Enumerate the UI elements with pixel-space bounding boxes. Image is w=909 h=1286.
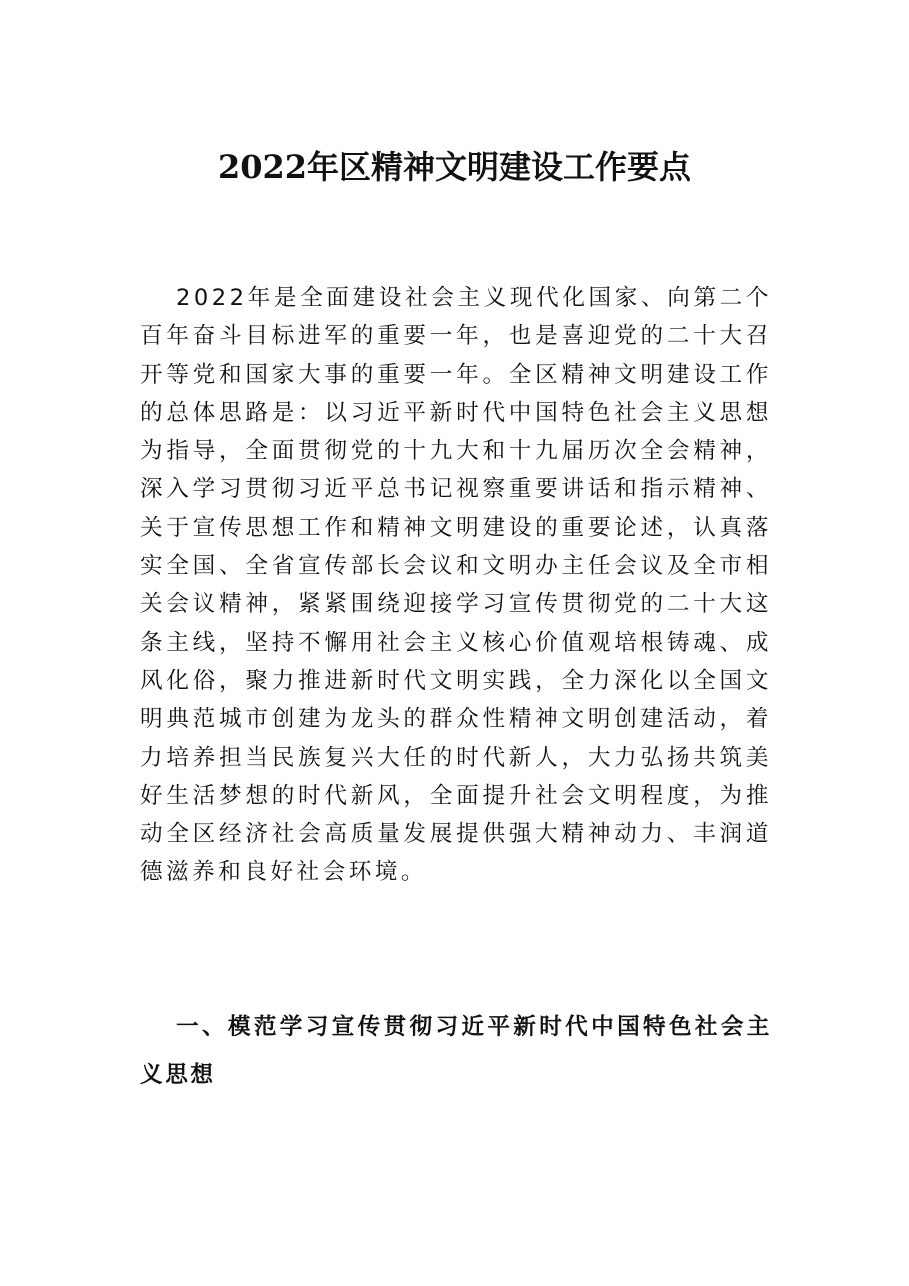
document-title: 2022年区精神文明建设工作要点 <box>217 148 692 186</box>
intro-paragraph: 2022年是全面建设社会主义现代化国家、向第二个百年奋斗目标进军的重要一年，也是喜迎党的二十大召开等党和国家大事的重要一年。全区精神文明建设工作的总体思路是：以习近平新时代中国特色社会主义思想为指导，全面贯彻党的十九大和十九届历次全会精神，深入学习贯彻习近平总书记视察重要讲话和指示精神、关于宣传思想工作和精神文明建设的重要论述，认真落实全国、全省宣传部长会议和文明办主任会议及全市相关会议精神，紧紧围绕迎接学习宣传贯彻党的二十大这条主线，坚持不懈用社会主义核心价值观培根铸魂、成风化俗，聚力推进新时代文明实践，全力深化以全国文明典范城市创建为龙头的群众性精神文明创建活动，着力培养担当民族复兴大任的时代新人，大力弘扬共筑美好生活梦想的时代新风，全面提升社会文明程度，为推动全区经济社会高质量发展提供强大精神动力、丰润道德滋养和良好社会环境。 <box>140 285 772 886</box>
section-heading-1: 一、模范学习宣传贯彻习近平新时代中国特色社会主义思想 <box>140 1014 772 1088</box>
